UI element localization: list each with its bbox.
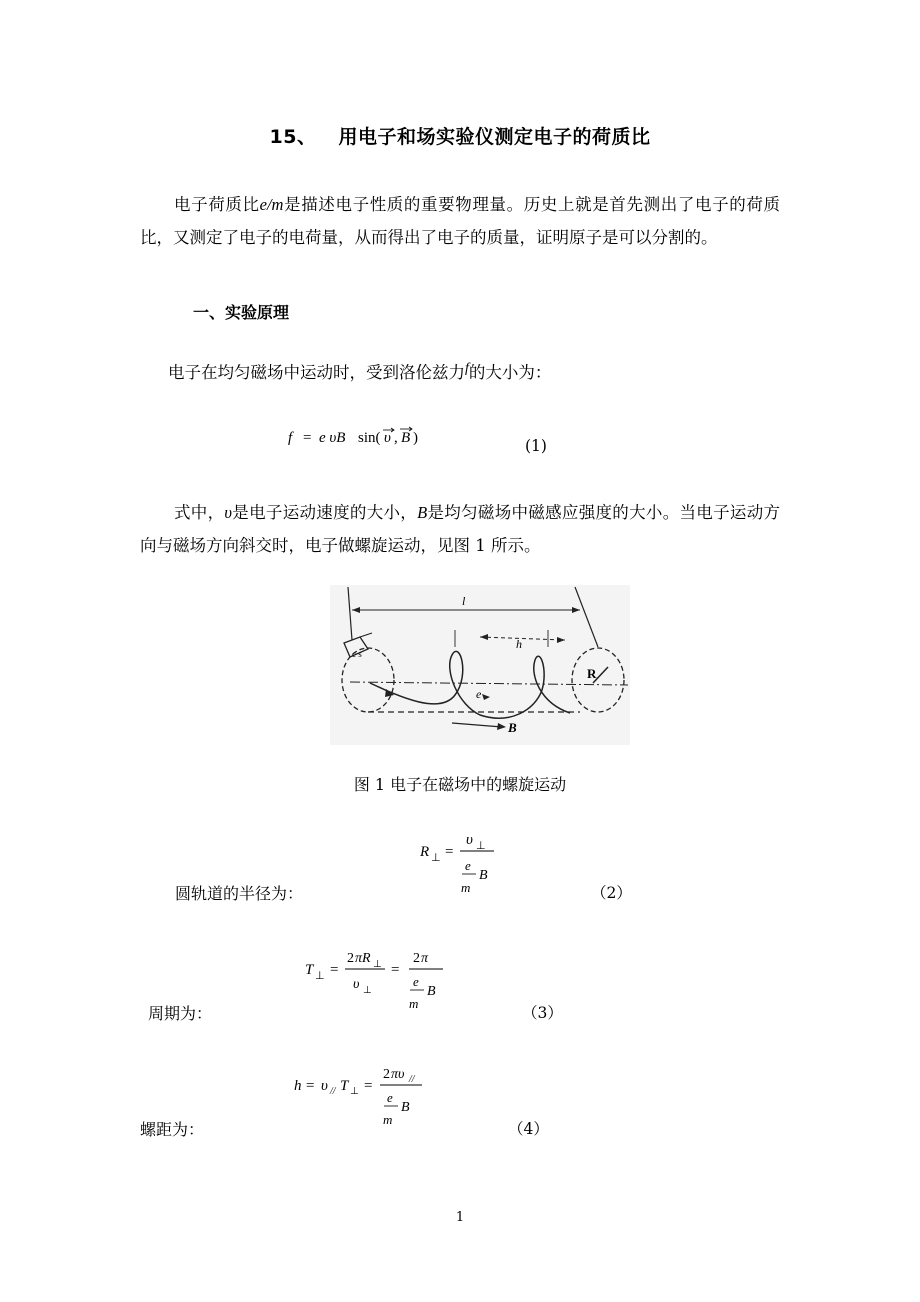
page-title [0, 122, 920, 149]
svg-text:R: R [420, 844, 430, 860]
equation-4 [292, 1058, 442, 1132]
svg-text:υ: υ [466, 832, 473, 848]
equation-1-number: (1) [525, 437, 547, 455]
title-text: 用电子和场实验仪测定电子的荷质比 [338, 126, 651, 148]
svg-text:2: 2 [383, 1067, 390, 1082]
svg-text:=: = [330, 962, 339, 978]
svg-text:=: = [445, 844, 454, 860]
velocity-symbol: υ [224, 503, 232, 522]
label-h: h [516, 637, 522, 651]
svg-text:πR: πR [355, 951, 371, 966]
svg-text:m: m [383, 1112, 393, 1127]
svg-text:⊥: ⊥ [476, 840, 486, 852]
svg-text:c s: c s [352, 649, 362, 659]
equation-3 [303, 942, 453, 1016]
svg-text:⊥: ⊥ [363, 985, 372, 996]
equation-2-number: （2） [591, 884, 632, 902]
equation-3-number: （3） [522, 1004, 563, 1022]
svg-text:=: = [306, 1078, 315, 1094]
svg-text://: // [330, 1086, 336, 1097]
svg-text:π: π [421, 951, 429, 966]
svg-text:=: = [303, 430, 312, 446]
equation-2-label: 圆轨道的半径为： [175, 884, 304, 903]
svg-text:m: m [409, 996, 419, 1011]
lorentz-before: 电子在均匀磁场中运动时，受到洛伦兹力 [168, 363, 465, 382]
svg-text:e υB: e υB [319, 430, 346, 446]
svg-text:B: B [401, 1100, 410, 1115]
label-e: e [476, 687, 482, 701]
svg-text:sin(: sin( [358, 430, 381, 446]
equation-4-number: （4） [508, 1120, 549, 1138]
svg-text:e: e [413, 974, 419, 989]
svg-text:⊥: ⊥ [350, 1086, 359, 1097]
lorentz-sentence [168, 356, 788, 391]
section-heading: 一、实验原理 [193, 303, 290, 322]
where-p2: 是电子运动速度的大小， [231, 503, 418, 522]
svg-text:⊥: ⊥ [431, 852, 441, 864]
label-l: l [462, 594, 466, 608]
field-symbol: B [417, 503, 428, 522]
equation-3-label: 周期为： [148, 1004, 213, 1023]
svg-text:,: , [394, 430, 398, 446]
equation-4-label: 螺距为： [140, 1120, 205, 1139]
svg-text:2: 2 [413, 951, 420, 966]
svg-text:υ: υ [384, 430, 391, 446]
svg-text:υ: υ [353, 977, 360, 992]
lorentz-after: 的大小为： [468, 363, 552, 382]
charge-mass-ratio: e/m [259, 195, 284, 214]
label-r: R [587, 666, 597, 681]
svg-text:f: f [288, 430, 293, 446]
svg-text:T: T [340, 1078, 349, 1094]
svg-text:B: B [427, 984, 436, 999]
intro-suffix: 是描述电子性质的重要物理量。历史上就是首先测出了电子的荷质比，又测定了电子的电荷量，从而得出了电子的质量，证明原子是可以分割的。 [140, 195, 781, 247]
where-paragraph [140, 496, 780, 562]
svg-text:): ) [413, 430, 418, 446]
helix-figure [330, 585, 630, 745]
intro-prefix: 电子荷质比 [174, 195, 260, 214]
svg-text:⊥: ⊥ [373, 959, 382, 970]
svg-text:e: e [387, 1090, 393, 1105]
svg-text:B: B [479, 868, 488, 883]
svg-text:B: B [401, 430, 411, 446]
label-b: B [508, 720, 517, 735]
equation-1 [286, 424, 436, 454]
svg-text:e: e [465, 858, 471, 873]
svg-text:⊥: ⊥ [315, 970, 325, 982]
svg-text:m: m [461, 880, 471, 895]
svg-text:πυ: πυ [391, 1067, 405, 1082]
lorentz-symbol: f [465, 361, 469, 376]
svg-text:2: 2 [347, 951, 354, 966]
page-number: 1 [455, 1210, 465, 1225]
svg-text://: // [409, 1074, 415, 1085]
intro-paragraph [140, 188, 780, 254]
svg-text:T: T [305, 962, 314, 978]
svg-text:=: = [391, 962, 400, 978]
equation-2 [418, 822, 508, 900]
svg-text:=: = [364, 1078, 373, 1094]
figure-caption: 图 1 电子在磁场中的螺旋运动 [353, 775, 567, 794]
svg-text:υ: υ [321, 1078, 328, 1094]
title-number: 15、 [269, 126, 317, 148]
where-p1: 式中， [174, 503, 225, 522]
where-p3: 是均匀磁场中磁感应强度的大小。当电子运动方向与磁场方向斜交时，电子做螺旋运动，见图 1 所示。 [140, 503, 781, 555]
svg-text:h: h [294, 1078, 302, 1094]
